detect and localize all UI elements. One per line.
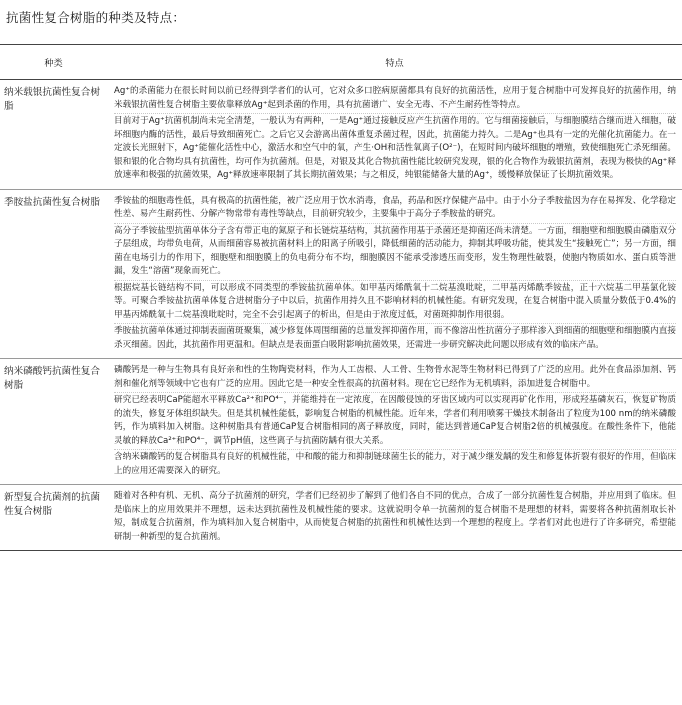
- feature-paragraph: Ag⁺的杀菌能力在很长时间以前已经得到学者们的认可，它对众多口腔病原菌都具有良好的抗菌活性，应用于复合树脂中可发挥良好的抗菌作用，纳米载银抗菌性复合树脂主要依靠释放Ag⁺起到杀菌的作用，具有抗菌谱广、安全无毒、不产生耐药性等特点。: [114, 85, 676, 114]
- category-silver: 纳米载银抗菌性复合树脂: [4, 87, 100, 112]
- header-features: 特点: [385, 58, 404, 69]
- feature-paragraph: 季胺盐抗菌单体通过抑制表面菌斑聚集，减少修复体周围细菌的总量发挥抑菌作用，而不像溶出性抗菌分子那样渗入到细菌的细胞壁和细胞膜内直接杀灭细菌。因此，其抗菌作用更温和。但缺点是表面蛋白吸附影响抗菌效果，还需进一步研究解决此问题以形成有效的临床产品。: [114, 326, 676, 350]
- header-category: 种类: [44, 58, 63, 69]
- table-header: [0, 45, 682, 80]
- category-calcium-phosphate: 纳米磷酸钙抗菌性复合树脂: [4, 366, 100, 391]
- feature-paragraph: 含纳米磷酸钙的复合树脂具有良好的机械性能，中和酸的能力和抑制链球菌生长的能力，对于减少继发龋的发生和修复体折裂有很好的作用，但临床上的应用还需要深入的研究。: [114, 452, 676, 476]
- feature-paragraph: 研究已经表明CaP能超水平释放Ca²⁺和PO⁴⁻，并能维持在一定浓度，在因酸侵蚀的牙齿区域内可以实现再矿化作用，形成羟基磷灰石，恢复矿物质的流失，修复牙体组织缺失。但是其机械性能低，影响复合树脂的机械性能。近年来，学者们利用喷雾干燥技术制备出了粒度为100 nm的纳米磷酸钙，作为填料加入树脂。这种树脂具有普通CaP复合树脂相同的离子释放度，同时，能达到普通CaP复合树脂2倍的机械强度。在酸性条件下，他能灵敏的释放Ca²⁺和PO⁴⁻，调节pH值，这些离子与抗菌防龋有很大关系。: [114, 394, 676, 450]
- category-composite-antibacterial: 新型复合抗菌剂的抗菌性复合树脂: [4, 492, 100, 517]
- features-silver: [106, 80, 682, 189]
- feature-paragraph: 根据烷基长链结构不同，可以形成不同类型的季铵盐抗菌单体。如甲基丙烯酰氧十二烷基溴吡啶，二甲基丙烯酰季铵盐，正十六烷基二甲基氯化铵等。可聚合季铵盐抗菌单体复合进树脂分子中以后，抗菌作用持久且不影响材料的机械性能。有研究发现，在复合树脂中混入质量分数低于0.4%的甲基丙烯酰氧十二烷基溴吡啶时，完全不会引起离子的析出，但是由于浓度过低，对菌斑抑制作用很弱。: [114, 282, 676, 325]
- feature-paragraph: 季铵盐的细胞毒性低，具有极高的抗菌性能，被广泛应用于饮水消毒，食品，药品和医疗保健产品中。由于小分子季胺盐因为存在易挥发、化学稳定性差、易产生耐药性、分解产物常带有毒性等缺点，目前研究较少，主要集中于高分子季胺盐的研究。: [114, 195, 676, 224]
- features-quaternary-ammonium: [106, 190, 682, 359]
- page-title: 抗菌性复合树脂的种类及特点：: [6, 10, 186, 25]
- feature-paragraph: 目前对于Ag⁺抗菌机制尚未完全清楚，一般认为有两种，一是Ag⁺通过接触反应产生抗菌作用的。它与细菌接触后，与细胞膜结合继而进入细胞，破坏细胞内酶的活性，最后导致细菌死亡。之后它又会游离出菌体重复杀菌过程，因此，抗菌能力持久。二是Ag⁺也具有一定的光催化抗菌能力。在一定波长光照射下，Ag⁺能催化活性中心，激活水和空气中的氧，产生·OH和活性氧离子(O²⁻)，在短时间内破坏细胞的增殖，致使细胞死亡杀死细菌。银和银的化合物均具有抗菌性，均可作为抗菌剂。但是，对银及其化合物抗菌性能比较研究发现，银的化合物作为载银抗菌剂，表现为极快的Ag⁺释放速率和极强的抗菌效果，Ag⁺释放速率限制了其长期抗菌效果；与之相反，纯银能储备大量的Ag⁺，缓慢释放保证了长期抗菌效果。: [114, 116, 676, 180]
- feature-paragraph: 随着对各种有机、无机、高分子抗菌剂的研究，学者们已经初步了解到了他们各自不同的优点，合成了一部分抗菌性复合树脂，并应用到了临床。但是临床上的应用效果并不理想，远未达到抗菌性及机械性能的要求。这就说明令单一抗菌剂的复合树脂不是理想的材料，需要将各种抗菌剂取长补短，制成复合抗菌剂，作为填料加入复合树脂中，从而使复合树脂的抗菌性和机械性达到一个理想的程度上。学者们对此也进行了许多研究，希望能研制一种新型的复合抗菌剂。: [114, 491, 676, 542]
- table-row-calcium-phosphate: [0, 359, 682, 485]
- feature-paragraph: 磷酸钙是一种与生物具有良好亲和性的生物陶瓷材料，作为人工齿根、人工骨、生物骨水泥等生物材料已得到了广泛的应用。此外在食品添加剂、钙剂和催化剂等领域中它也有广泛的应用。因此它是一种安全性很高的抗菌材料。现在它已经作为无机填料，添加进复合树脂中。: [114, 364, 676, 393]
- feature-paragraph: 高分子季铵盐型抗菌单体分子含有带正电的氮原子和长链烷基结构，其抗菌作用基于杀菌还是抑菌还尚未清楚。一方面，细胞壁和细胞膜由磷脂双分子层组成，均带负电荷，从而细菌容易被抗菌材料上的阳离子所吸引，降低细菌的活动能力，抑制其呼吸功能，使其发生“接触死亡”；另一方面，细菌在电场引力的作用下，细胞壁和细胞膜上的负电荷分布不均，细胞膜因不能承受渗透压而变形，发生物理性破裂，使胞内物质如水、蛋白质等泄漏，发生“溶菌”现象而死亡。: [114, 225, 676, 281]
- table-row-silver: [0, 80, 682, 190]
- features-composite-antibacterial: [106, 485, 682, 550]
- table-row-quaternary-ammonium: [0, 190, 682, 360]
- category-quaternary-ammonium: 季胺盐抗菌性复合树脂: [4, 196, 100, 208]
- features-table: [0, 44, 682, 551]
- features-calcium-phosphate: [106, 359, 682, 484]
- table-row-composite-antibacterial: [0, 485, 682, 550]
